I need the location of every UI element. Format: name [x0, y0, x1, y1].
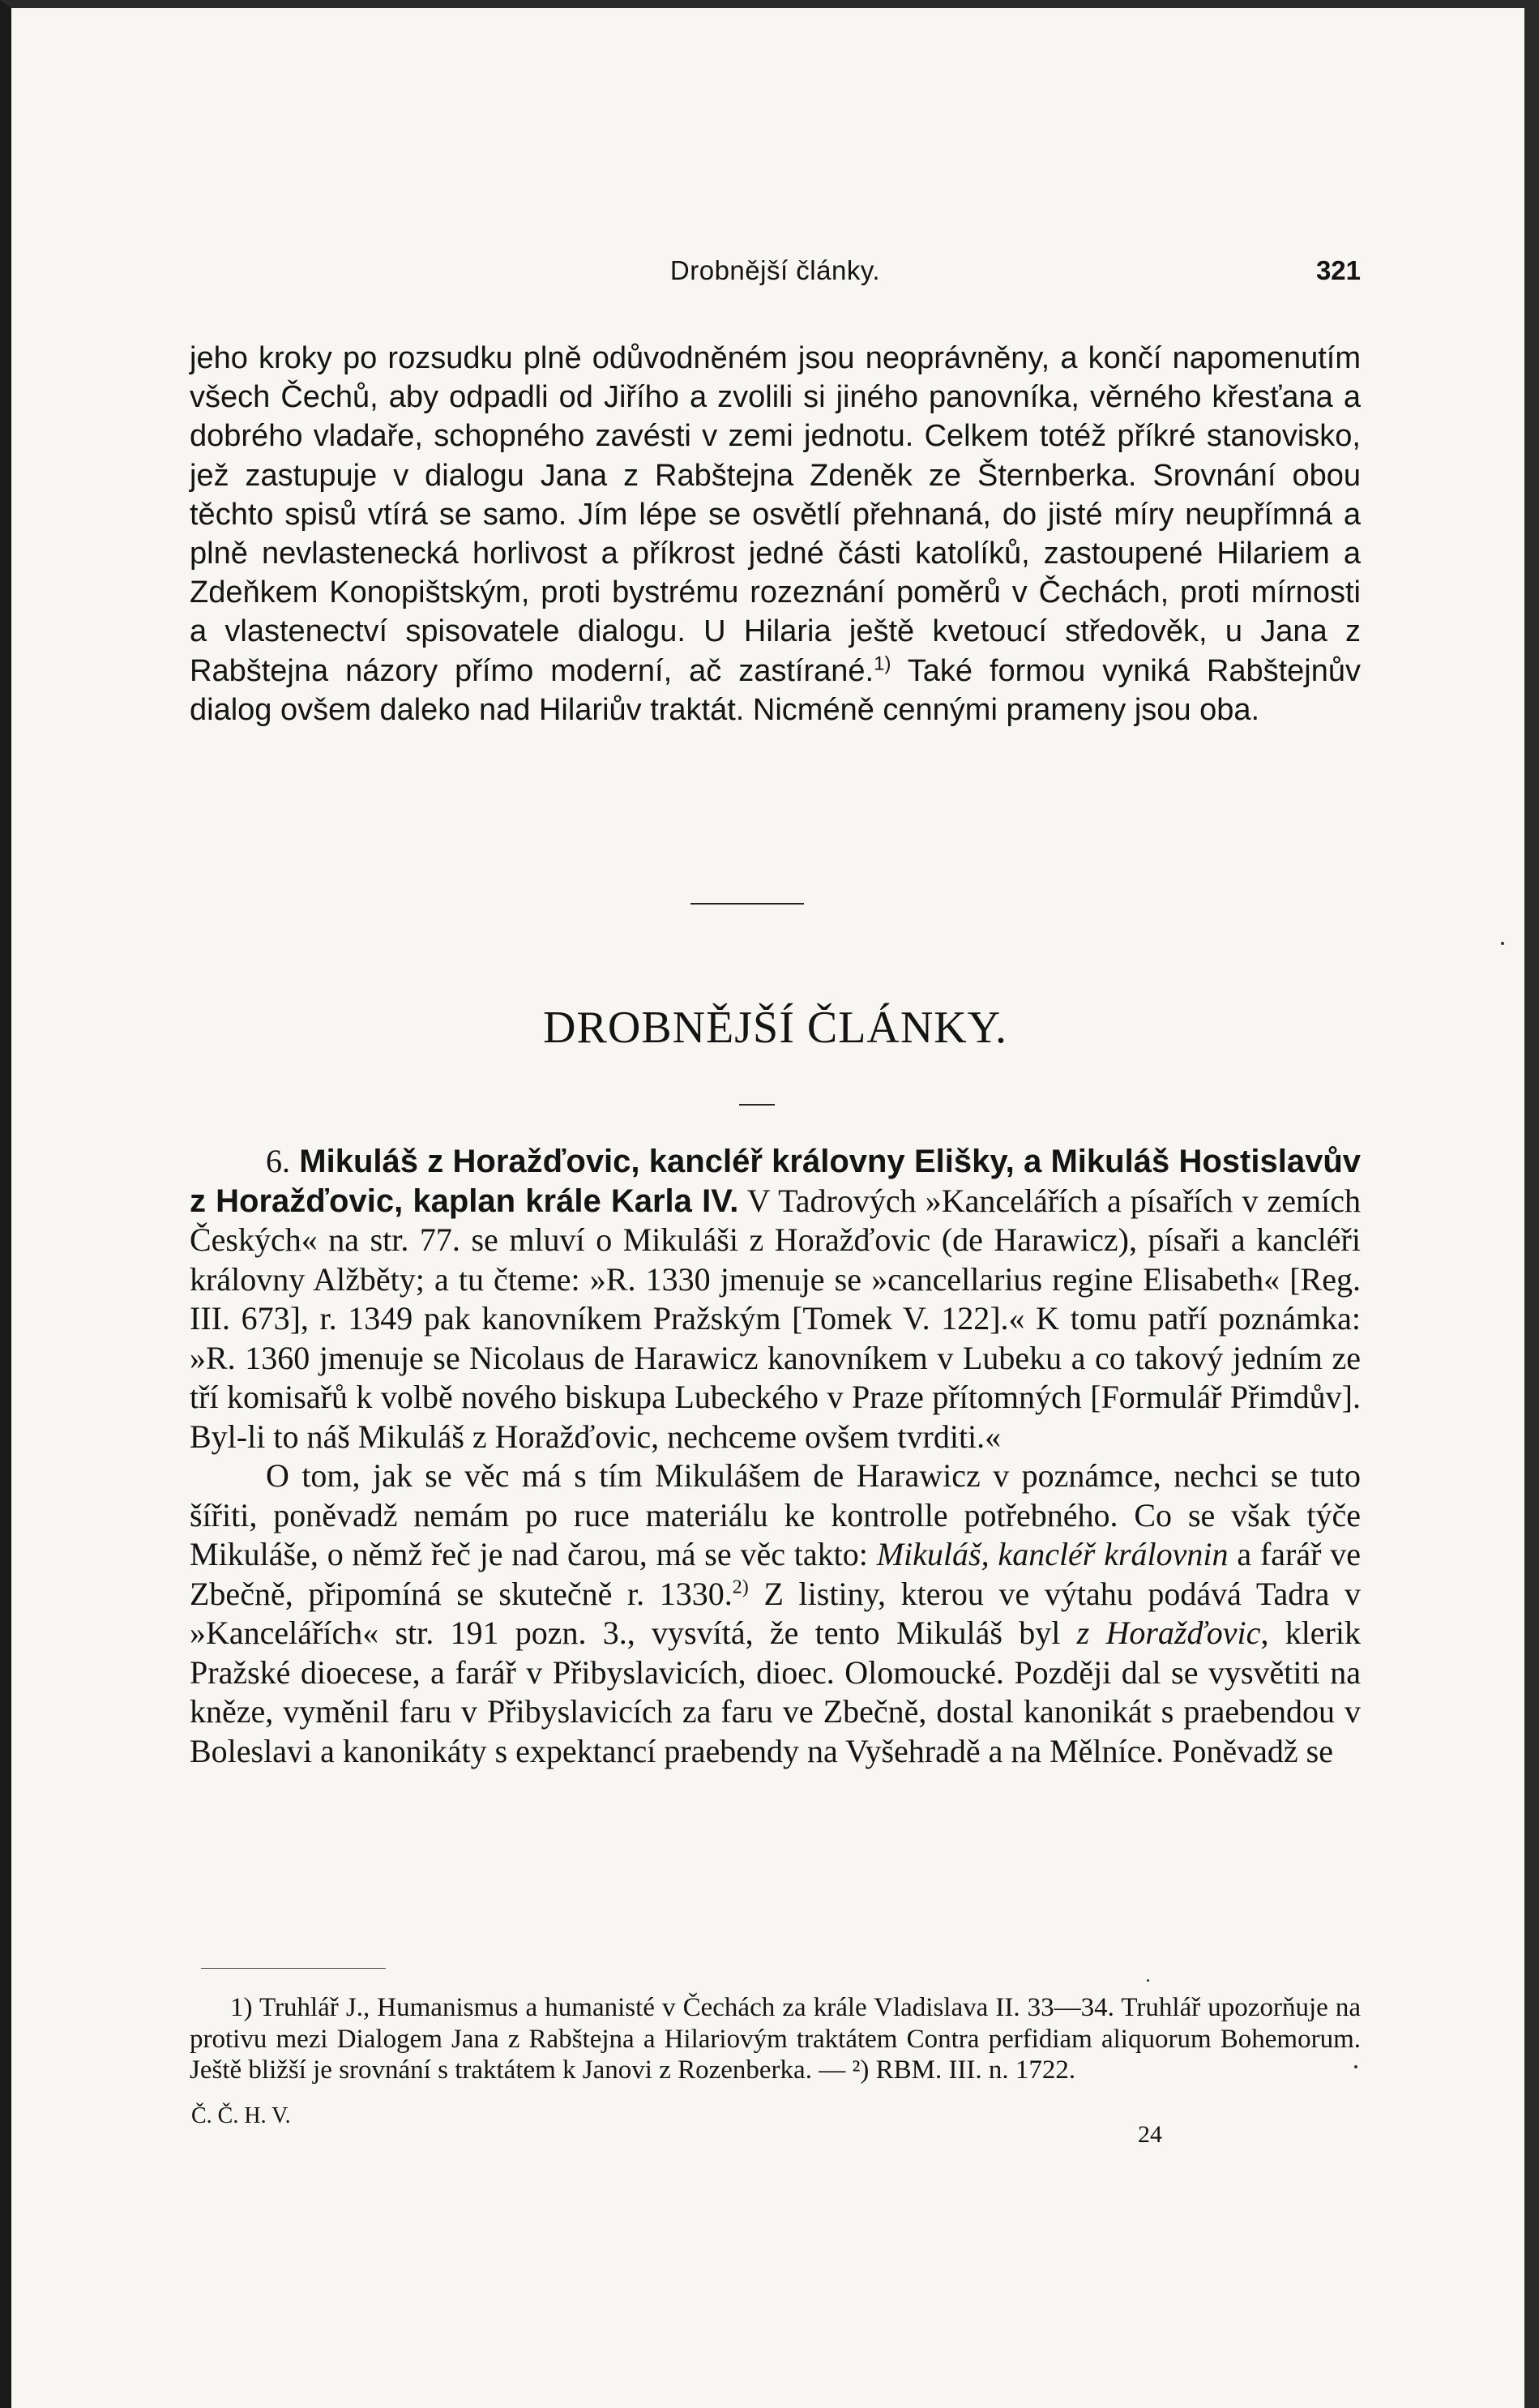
footnotes — [190, 1992, 1361, 2086]
article-paragraph — [190, 1142, 1361, 1456]
article-text: Z listiny, kterou ve výtahu podává Tadra v »Kancelářích« str. 191 pozn. 3., vysvítá, že tento Mikuláš byl — [190, 1575, 1362, 1651]
italic-phrase: Mikuláš, kancléř královnin — [876, 1536, 1229, 1572]
footnote-ref-2: 2) — [732, 1576, 749, 1598]
footnote-rule — [201, 1968, 386, 1969]
footnote-ref-1: 1) — [874, 652, 891, 674]
article-text: O tom, jak se věc má s tím Mikulášem de Harawicz v poznámce, nechci se tuto šířiti, poněvadž nemám po ruce materiálu ke kontrolle potřebného. Co se však týče Mikuláše, o němž řeč je nad čarou, má se věc takto: — [190, 1457, 1361, 1572]
italic-phrase: z Horažďovic — [1076, 1615, 1261, 1651]
page-number: 321 — [1315, 255, 1361, 285]
paragraph-continuation — [190, 339, 1361, 729]
article-number: 6. — [266, 1143, 290, 1179]
section-heading: DROBNĚJŠÍ ČLÁNKY. — [543, 1003, 1007, 1053]
article-text: a farář ve Zbečně, připomíná se skutečně r. 1330. — [190, 1536, 1361, 1612]
printer-signature — [190, 2103, 1361, 2152]
article-paragraph — [190, 1456, 1361, 1771]
running-title: Drobnější články. — [669, 255, 881, 285]
paragraph-part: Také formou vyniká Rabštejnův dialog ovšem daleko nad Hilariův traktát. Nicméně cennými prameny jsou oba. — [190, 653, 1361, 727]
paragraph-part: jeho kroky po rozsudku plně odůvodněném jsou neoprávněny, a končí napomenutím všech Čechů, aby odpadli od Jiřího a zvolili si jiného panovníka, věrného křesťana a dobrého vladaře, schopného zavésti v zemi jednotu. Celkem totéž příkré stanovisko, jež zastupuje v dialogu Jana z Rabštejna Zdeněk ze Šternberka. Srovnání obou těchto spisů vtírá se samo. Jím lépe se osvětlí přehnaná, do jisté míry neupřímná a plně nevlastenecká horlivost a příkrost jedné části katolíků, zastoupené Hilariem a Zdeňkem Konopištským, proti bystrému rozeznání poměrů v Čechách, proti mírnosti a vlastenectví spisovatele dialogu. U Hilaria ještě kvetoucí středověk, u Jana z Rabštejna názory přímo moderní, ač zastírané. — [190, 341, 1361, 688]
running-head — [190, 255, 1361, 296]
section-divider — [690, 903, 804, 905]
scan-speck — [1501, 942, 1504, 945]
paragraph-text — [190, 339, 1361, 729]
article-title: Mikuláš z Horažďovic, kancléř královny Elišky, a Mikuláš Hostislavův z Horažďovic, kaplan krále Karla IV. — [190, 1144, 1361, 1219]
heading-divider — [739, 1104, 775, 1106]
footnote: 1) Truhlář J., Humanismus a humanisté v Čechách za krále Vladislava II. 33—34. Truhlář upozorňuje na protivu mezi Dialogem Jana z Rabštejna a Hilariovým traktátem Contra perfidiam aliquorum Bohemorum. Ještě bližší je srovnání s traktátem k Janovi z Rozenberka. — ²) RBM. III. n. 1722. — [190, 1993, 1361, 2085]
article-text: , klerik Pražské dioecese, a farář v Přibyslavicích, dioec. Olomoucké. Později dal se vysvětiti na kněze, vyměnil faru v Přibyslavicích za faru ve Zbečně, dostal kanonikát s praebendou v Boleslavi a kanonikáty s expektancí praebendy na Vyšehradě a na Mělníce. Poněvadž se — [190, 1615, 1361, 1769]
article-text: V Tadrových »Kancelářích a písařích v zemích Českých« na str. 77. se mluví o Mikuláši z Horažďovic (de Harawicz), písaři a kancléři královny Alžběty; a tu čteme: »R. 1330 jmenuje se »cancellarius regine Elisabeth« [Reg. III. 673], r. 1349 pak kanovníkem Pražským [Tomek V. 122].« K tomu patří poznámka: »R. 1360 jmenuje se Nicolaus de Harawicz kanovníkem v Lubeku a co takový jedním ze tří komisařů k volbě nového biskupa Lubeckého v Praze přítomných [Formulář Přimdův]. Byl-li to náš Mikuláš z Horažďovic, nechceme ovšem tvrditi.« — [190, 1182, 1361, 1455]
scan-speck — [1147, 1979, 1149, 1982]
article — [190, 1142, 1361, 1771]
signature-number: 24 — [1138, 2121, 1162, 2148]
journal-abbreviation: Č. Č. H. V. — [191, 2103, 291, 2128]
